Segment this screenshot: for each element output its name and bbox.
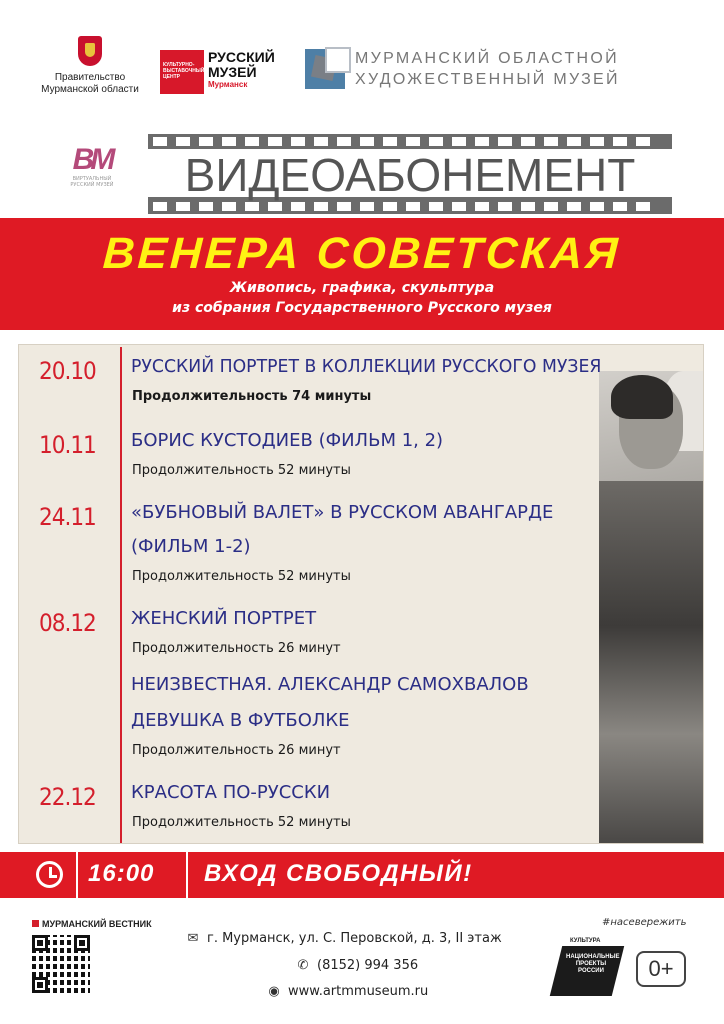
headline: ВЕНЕРА СОВЕТСКАЯ [101,229,622,278]
event-title-line2: ДЕВУШКА В ФУТБОЛКЕ [131,710,350,731]
event-duration: Продолжительность 52 минуты [132,463,351,478]
np-label: КУЛЬТУРА [570,938,601,944]
gov-line2: Мурманской области [41,84,139,95]
event-title: «БУБНОВЫЙ ВАЛЕТ» В РУССКОМ АВАНГАРДЕ [131,502,554,523]
qr-code[interactable] [32,935,90,993]
envelope-icon: ✉ [187,931,199,946]
rm-city: Мурманск [208,80,248,89]
rm-line2: МУЗЕЙ [208,64,257,80]
event-date: 10.11 [39,431,96,459]
age-rating-badge: 0+ [636,951,686,987]
address-row [185,931,502,946]
national-projects-logo [556,938,626,996]
vestnik-label: МУРМАНСКИЙ ВЕСТНИК [42,919,152,929]
web-icon: ◉ [268,984,280,999]
hashtag: #насевережить [602,917,687,928]
event-date: 24.11 [39,503,96,531]
coat-of-arms-icon [78,36,102,66]
vestnik-icon [32,920,39,927]
vestnik-logo [32,919,152,929]
event-duration: Продолжительность 74 минуты [132,389,372,404]
film-holes-bottom [148,202,672,211]
government-logo [40,36,140,96]
phone-icon: ✆ [297,958,309,973]
rm-small-text: КУЛЬТУРНО-ВЫСТАВОЧНЫЙ ЦЕНТР [160,50,204,94]
film-holes-top [148,137,672,146]
museum-line1: МУРМАНСКИЙ ОБЛАСТНОЙ [355,50,619,67]
event-duration: Продолжительность 26 минут [132,641,341,656]
russian-museum-logo [160,50,275,96]
separator [186,852,188,898]
page-title: ВИДЕОАБОНЕМЕНТ [148,149,672,197]
headline-banner [0,218,724,330]
separator [76,852,78,898]
film-strip-title [148,134,672,214]
phone-row [295,958,418,973]
event-duration: Продолжительность 52 минуты [132,569,351,584]
event-duration: Продолжительность 52 минуты [132,815,351,830]
gov-line1: Правительство [54,72,126,83]
event-title: БОРИС КУСТОДИЕВ (ФИЛЬМ 1, 2) [131,430,444,451]
event-title-line2: (ФИЛЬМ 1-2) [131,536,251,557]
event-time: 16:00 [88,860,155,887]
divider-line [120,347,122,843]
website-link[interactable]: www.artmmuseum.ru [288,984,429,999]
free-entry: ВХОД СВОБОДНЫЙ! [204,860,473,887]
subtitle-line1: Живопись, графика, скульптура [229,280,495,296]
time-bar [0,852,724,898]
address: г. Мурманск, ул. С. Перовской, д. 3, II этаж [207,931,502,946]
event-title: ЖЕНСКИЙ ПОРТРЕТ [131,608,317,629]
regional-art-museum-logo [305,48,620,90]
subtitle-line2: из собрания Государственного Русского музея [172,300,552,316]
event-duration: Продолжительность 26 минут [132,743,341,758]
event-date: 20.10 [39,357,96,385]
rm-line1: РУССКИЙ [208,49,275,65]
event-title: РУССКИЙ ПОРТРЕТ В КОЛЛЕКЦИИ РУССКОГО МУЗЕЯ [131,356,602,377]
header-logos [0,0,724,124]
virtual-museum-logo [64,144,120,188]
portrait-image [599,371,703,843]
vm-mark: ВМ [72,143,112,176]
phone[interactable]: (8152) 994 356 [317,958,419,973]
vm-caption: ВИРТУАЛЬНЫЙ РУССКИЙ МУЗЕЙ [70,176,114,188]
schedule-panel [18,344,704,844]
event-title: НЕИЗВЕСТНАЯ. АЛЕКСАНДР САМОХВАЛОВ [131,674,529,695]
website-row [266,984,428,999]
event-title: КРАСОТА ПО-РУССКИ [131,782,331,803]
museum-emblem-icon [305,49,345,89]
np-text: НАЦИОНАЛЬНЫЕ ПРОЕКТЫ РОССИИ [566,954,620,974]
event-date: 08.12 [39,609,96,637]
museum-line2: ХУДОЖЕСТВЕННЫЙ МУЗЕЙ [355,71,620,88]
clock-icon [36,861,63,888]
event-date: 22.12 [39,783,96,811]
